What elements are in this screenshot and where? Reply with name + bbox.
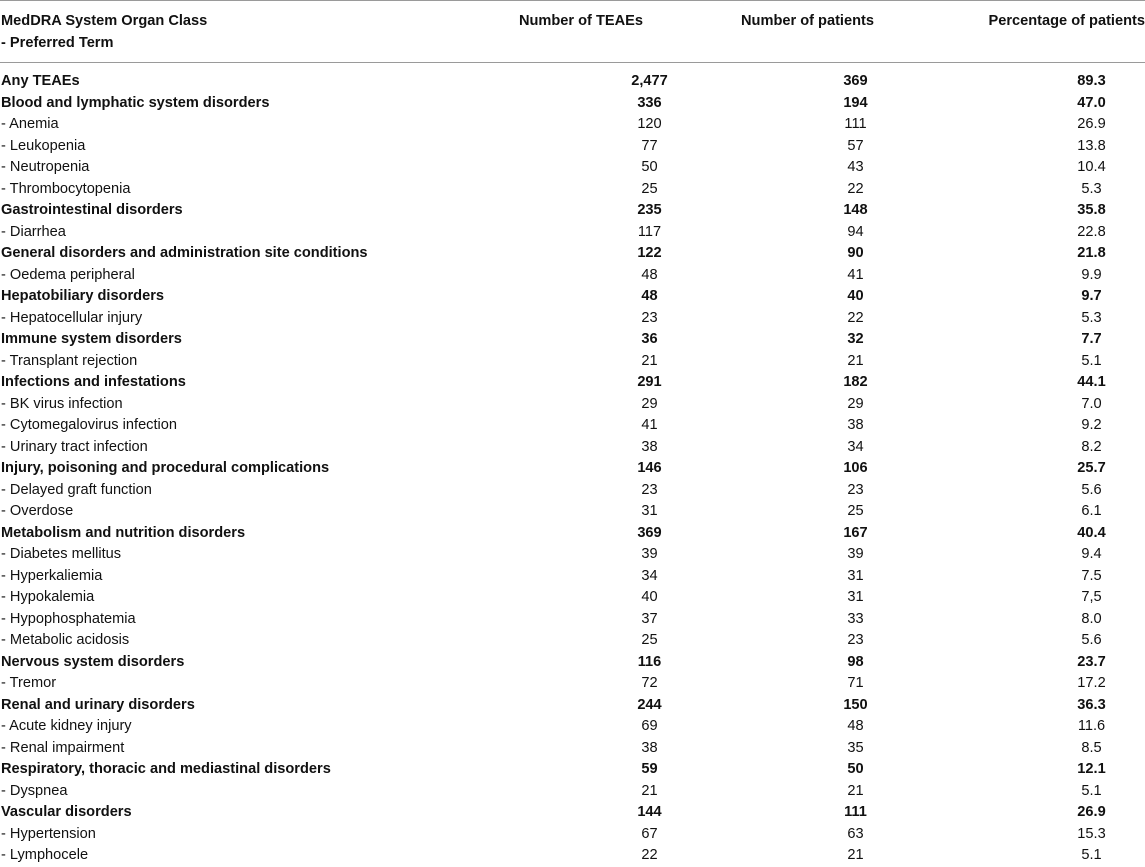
row-label: - Hypertension [1,825,96,842]
row-teaes: 116 [637,653,662,670]
row-percentage: 12.1 [1077,761,1106,777]
row-label: - Leukopenia [1,137,86,154]
row-patients: 35 [847,739,864,756]
table-row [0,394,1145,416]
table-row [0,781,1145,803]
row-percentage: 5.1 [1081,847,1102,863]
row-teaes: 77 [641,137,658,154]
row-teaes: 144 [637,804,662,820]
row-patients: 22 [847,180,864,197]
row-label: - Dyspnea [1,782,68,799]
row-percentage: 5.1 [1081,352,1102,369]
table-row [0,265,1145,287]
row-label: Any TEAEs [1,73,80,89]
table-row [0,308,1145,330]
row-percentage: 15.3 [1077,825,1106,842]
row-teaes: 29 [641,395,658,412]
row-teaes: 48 [641,266,658,283]
row-teaes: 22 [641,847,658,863]
row-teaes: 369 [637,524,662,541]
row-percentage: 23.7 [1077,653,1106,670]
row-patients: 167 [843,524,868,541]
row-patients: 150 [843,696,868,713]
row-patients: 194 [843,94,868,111]
row-percentage: 25.7 [1077,460,1106,476]
table-row [0,329,1145,351]
row-label: - Neutropenia [1,159,90,175]
row-label: Infections and infestations [1,374,186,390]
row-teaes: 31 [641,503,658,519]
table-row [0,738,1145,760]
header-soc-term [0,1,420,63]
row-label: - Hyperkaliemia [1,567,103,584]
row-teaes: 25 [641,632,658,648]
row-percentage: 11.6 [1077,718,1106,734]
table-row [0,523,1145,545]
table-row [0,93,1145,115]
row-teaes: 21 [641,352,658,369]
row-percentage: 44.1 [1077,374,1106,390]
row-teaes: 244 [637,696,662,713]
row-label: - Transplant rejection [1,352,138,369]
row-patients: 22 [847,309,864,326]
row-label: - Metabolic acidosis [1,632,130,648]
row-label: Gastrointestinal disorders [1,202,183,218]
row-patients: 148 [843,202,868,218]
row-patients: 31 [847,567,864,584]
table-row [0,845,1145,867]
table-row [0,200,1145,222]
row-teaes: 50 [641,159,658,175]
row-percentage: 7.0 [1081,395,1102,412]
row-teaes: 2,477 [631,73,668,89]
row-label: Hepatobiliary disorders [1,288,165,304]
table-row [0,480,1145,502]
row-percentage: 21.8 [1077,245,1106,261]
table-row [0,759,1145,781]
row-label: Immune system disorders [1,331,182,347]
row-patients: 40 [847,288,864,304]
row-percentage: 9.9 [1081,266,1102,283]
row-percentage: 40.4 [1077,524,1106,541]
row-teaes: 67 [641,825,658,842]
table-row [0,437,1145,459]
table-header [0,1,1145,63]
table-row [0,179,1145,201]
row-percentage: 9.4 [1081,546,1102,562]
header-soc-line1: MedDRA System Organ Class [1,13,208,29]
row-label: Blood and lymphatic system disorders [1,94,270,111]
row-patients: 21 [847,782,864,799]
row-percentage: 8.2 [1081,438,1102,455]
row-patients: 90 [847,245,864,261]
row-patients: 25 [847,503,864,519]
row-teaes: 146 [637,460,662,476]
table-row [0,673,1145,695]
row-percentage: 7.5 [1081,567,1102,584]
table-row [0,351,1145,373]
table-row [0,286,1145,308]
row-label: - Renal impairment [1,739,125,756]
table-row [0,136,1145,158]
row-teaes: 34 [641,567,658,584]
row-patients: 29 [847,395,864,412]
row-label: - Hypophosphatemia [1,610,136,627]
row-label: - Tremor [1,675,57,691]
row-percentage: 8.5 [1081,739,1102,756]
row-label: Respiratory, thoracic and mediastinal disorders [1,761,331,777]
row-teaes: 40 [641,589,658,605]
row-patients: 182 [843,374,868,390]
row-percentage: 9.2 [1081,417,1102,433]
row-teaes: 36 [641,331,658,347]
row-teaes: 21 [641,782,658,799]
row-label: - Cytomegalovirus infection [1,417,178,433]
row-label: Metabolism and nutrition disorders [1,524,246,541]
row-teaes: 122 [637,245,662,261]
row-label: General disorders and administration site conditions [1,245,368,261]
row-label: - Diarrhea [1,223,66,240]
header-spacer [0,63,1145,72]
table-row [0,566,1145,588]
row-teaes: 235 [637,202,662,218]
table-row [0,824,1145,846]
header-percentage-of-patients: Percentage of patients [905,1,1145,63]
row-percentage: 5.6 [1081,481,1102,498]
spacer-cell [0,63,1145,72]
table-row [0,609,1145,631]
table-row [0,222,1145,244]
row-percentage: 36.3 [1077,696,1106,713]
row-teaes: 38 [641,739,658,756]
row-percentage: 9.7 [1081,288,1102,304]
row-teaes: 23 [641,481,658,498]
table-row [0,71,1145,93]
row-percentage: 26.9 [1077,804,1106,820]
row-percentage: 5.1 [1081,782,1102,799]
row-teaes: 39 [641,546,658,562]
row-percentage: 89.3 [1077,73,1106,89]
row-percentage: 35.8 [1077,202,1106,218]
row-teaes: 23 [641,309,658,326]
row-teaes: 120 [637,116,662,132]
row-label: - Acute kidney injury [1,718,132,734]
row-patients: 43 [847,159,864,175]
row-percentage: 5.3 [1081,309,1102,326]
row-patients: 111 [844,804,867,820]
table-row [0,544,1145,566]
row-percentage: 47.0 [1077,94,1106,111]
header-number-of-patients: Number of patients [705,1,905,63]
table-row [0,716,1145,738]
row-teaes: 25 [641,180,658,197]
table-row [0,501,1145,523]
row-label: - Thrombocytopenia [1,180,131,197]
table-row [0,695,1145,717]
table-row [0,157,1145,179]
row-percentage: 26.9 [1077,116,1106,132]
row-patients: 63 [847,825,864,842]
row-label: - BK virus infection [1,395,123,412]
row-teaes: 69 [641,718,658,734]
row-label: - Diabetes mellitus [1,546,122,562]
table-row [0,652,1145,674]
row-label: Renal and urinary disorders [1,696,195,713]
row-teaes: 117 [637,223,662,240]
row-label: - Hepatocellular injury [1,309,143,326]
row-patients: 48 [847,718,864,734]
table-row [0,458,1145,480]
row-label: Injury, poisoning and procedural complications [1,460,330,476]
table-row [0,372,1145,394]
table-row [0,415,1145,437]
table-row [0,114,1145,136]
row-percentage: 7.7 [1081,331,1102,347]
row-percentage: 13.8 [1077,137,1106,154]
header-soc-line2: - Preferred Term [1,35,114,51]
row-patients: 33 [847,610,864,627]
table-row [0,630,1145,652]
row-teaes: 59 [641,761,658,777]
row-percentage: 10.4 [1077,159,1106,175]
row-patients: 31 [847,589,864,605]
row-patients: 71 [847,675,864,691]
row-teaes: 38 [641,438,658,455]
row-percentage: 7,5 [1081,589,1102,605]
row-patients: 34 [847,438,864,455]
table-row [0,587,1145,609]
row-percentage: 5.6 [1081,632,1102,648]
row-patients: 106 [843,460,868,476]
row-teaes: 336 [637,94,662,111]
row-patients: 39 [847,546,864,562]
row-patients: 98 [847,653,864,670]
row-label: Vascular disorders [1,804,132,820]
header-row [0,1,1145,63]
row-patients: 23 [847,632,864,648]
row-patients: 38 [847,417,864,433]
row-patients: 57 [847,137,864,154]
row-label: - Anemia [1,116,59,132]
row-teaes: 72 [641,675,658,691]
table-row [0,243,1145,265]
row-percentage: 17.2 [1077,675,1106,691]
table-body [0,63,1145,867]
row-patients: 50 [847,761,864,777]
row-label: - Overdose [1,503,74,519]
row-teaes: 291 [637,374,662,390]
row-teaes: 41 [641,417,658,433]
row-teaes: 37 [641,610,658,627]
row-percentage: 5.3 [1081,180,1102,197]
table-row [0,802,1145,824]
row-patients: 369 [843,73,868,89]
row-patients: 41 [847,266,864,283]
row-patients: 23 [847,481,864,498]
row-label: - Hypokalemia [1,589,95,605]
row-patients: 21 [847,352,864,369]
row-label: - Urinary tract infection [1,438,148,455]
row-label: - Oedema peripheral [1,266,135,283]
row-label: Nervous system disorders [1,653,185,670]
row-teaes: 48 [641,288,658,304]
row-label: - Lymphocele [1,847,89,863]
header-number-of-teaes: Number of TEAEs [420,1,705,63]
row-label: - Delayed graft function [1,481,152,498]
row-percentage: 6.1 [1081,503,1102,519]
row-patients: 94 [847,223,864,240]
row-percentage: 8.0 [1081,610,1102,627]
row-patients: 111 [844,116,867,132]
row-patients: 21 [847,847,864,863]
row-percentage: 22.8 [1077,223,1106,240]
row-patients: 32 [847,331,864,347]
